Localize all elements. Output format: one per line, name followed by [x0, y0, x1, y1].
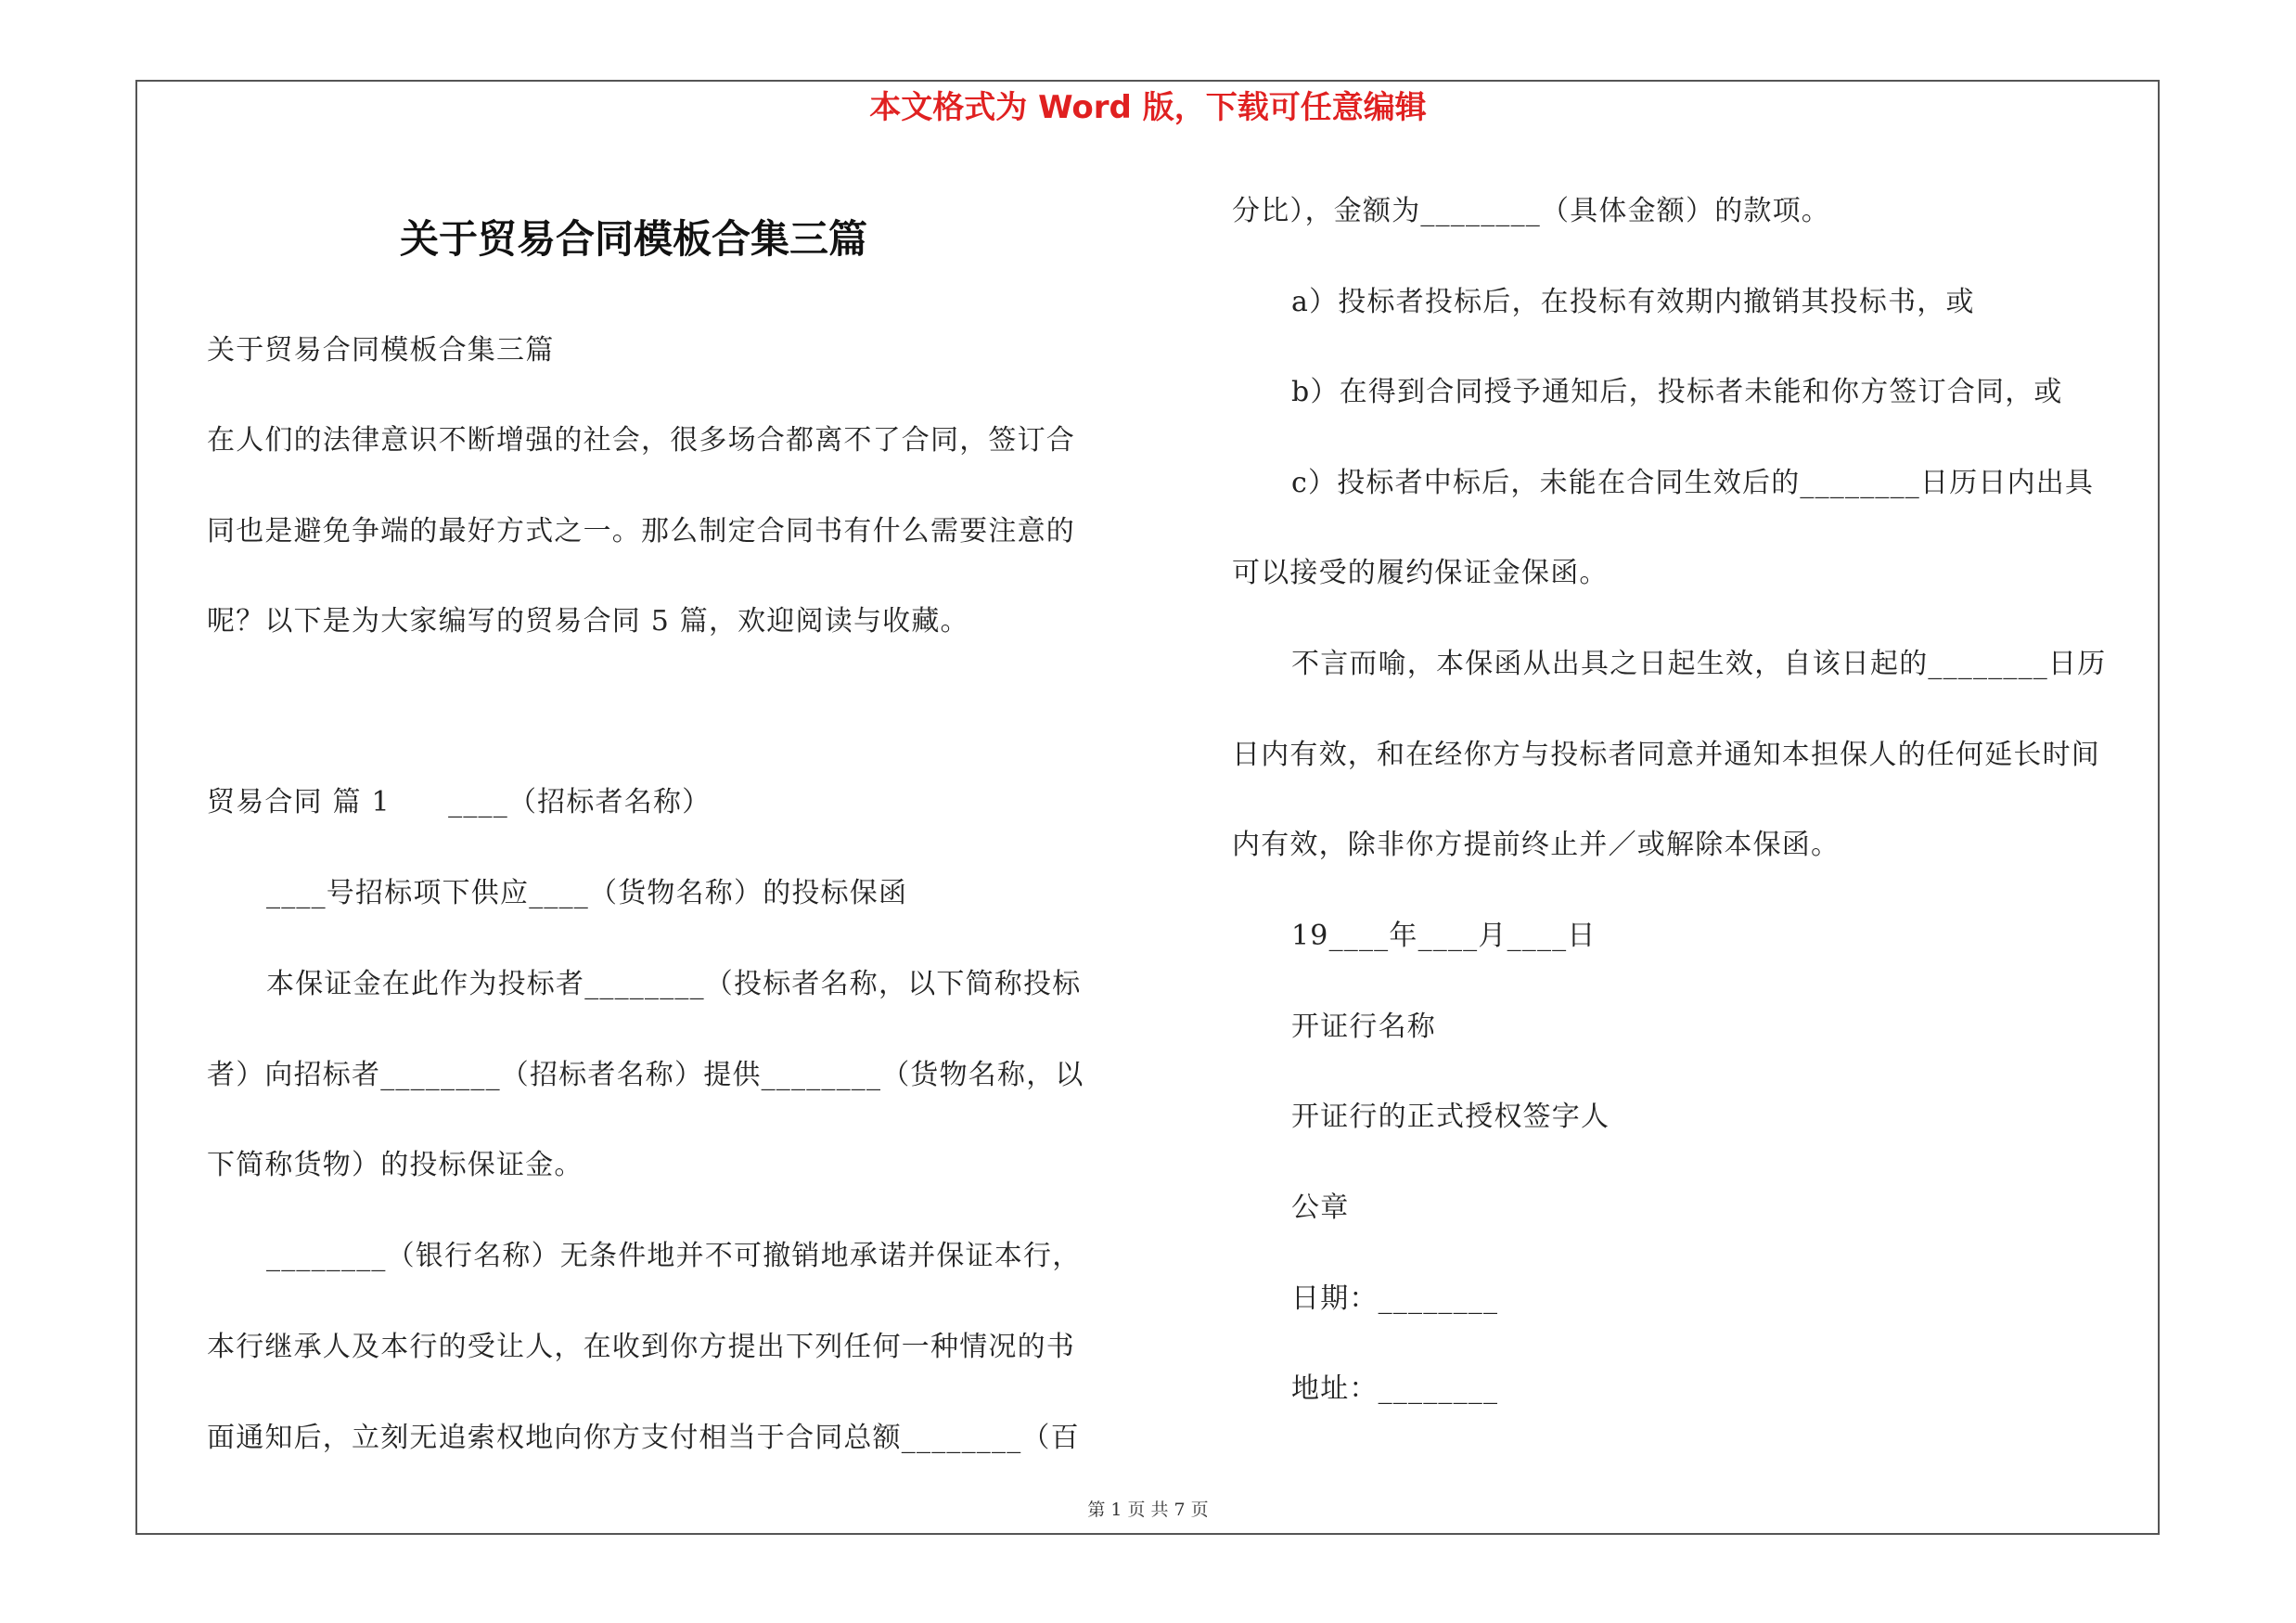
paragraph-line: b）在得到合同授予通知后，投标者未能和你方签订合同，或: [1291, 376, 2063, 408]
document-title: 关于贸易合同模板合集三篇: [399, 216, 867, 262]
paragraph-line: 者）向招标者________（招标者名称）提供________（货物名称，以: [207, 1059, 1084, 1091]
paragraph-line: c）投标者中标后，未能在合同生效后的________日历日内出具: [1291, 467, 2095, 499]
paragraph-line: 不言而喻，本保函从出具之日起生效，自该日起的________日历: [1291, 648, 2107, 680]
paragraph-line: 同也是避免争端的最好方式之一。那么制定合同书有什么需要注意的: [207, 515, 1075, 547]
paragraph-line: 本行继承人及本行的受让人，在收到你方提出下列任何一种情况的书: [207, 1331, 1075, 1363]
paragraph-line: 在人们的法律意识不断增强的社会，很多场合都离不了合同，签订合: [207, 424, 1075, 457]
section-heading-line: 贸易合同 篇 1 ____（招标者名称）: [207, 786, 712, 818]
subtitle-line: 关于贸易合同模板合集三篇: [207, 334, 555, 367]
paragraph-line: a）投标者投标后，在投标有效期内撤销其投标书，或: [1291, 286, 1975, 318]
signing-date-line: 日期：________: [1291, 1282, 1499, 1315]
paragraph-line: 面通知后，立刻无追索权地向你方支付相当于合同总额________（百: [207, 1422, 1080, 1454]
paragraph-line: ________（银行名称）无条件地并不可撤销地承诺并保证本行，: [266, 1240, 1082, 1272]
paragraph-line: 下简称货物）的投标保证金。: [207, 1149, 584, 1181]
paragraph-line: 呢？以下是为大家编写的贸易合同 5 篇，欢迎阅读与收藏。: [207, 605, 969, 638]
paragraph-line: 本保证金在此作为投标者________（投标者名称，以下简称投标: [266, 968, 1082, 1000]
page-number-footer: 第 1 页 共 7 页: [1087, 1500, 1209, 1520]
paragraph-line: 日内有效，和在经你方与投标者同意并通知本担保人的任何延长时间: [1232, 739, 2100, 771]
address-line: 地址：________: [1291, 1372, 1499, 1405]
paragraph-line: 内有效，除非你方提前终止并／或解除本保函。: [1232, 829, 1841, 861]
paragraph-line: 可以接受的履约保证金保函。: [1232, 557, 1609, 589]
issuing-bank-name-line: 开证行名称: [1291, 1011, 1436, 1043]
official-seal-line: 公章: [1291, 1191, 1350, 1224]
paragraph-line: ____号招标项下供应____（货物名称）的投标保函: [266, 877, 908, 909]
authorized-signatory-line: 开证行的正式授权签字人: [1291, 1101, 1610, 1133]
paragraph-line: 分比），金额为________（具体金额）的款项。: [1232, 195, 1830, 227]
word-format-banner: 本文格式为 Word 版，下载可任意编辑: [869, 89, 1427, 126]
date-line: 19____年____月____日: [1291, 920, 1597, 952]
